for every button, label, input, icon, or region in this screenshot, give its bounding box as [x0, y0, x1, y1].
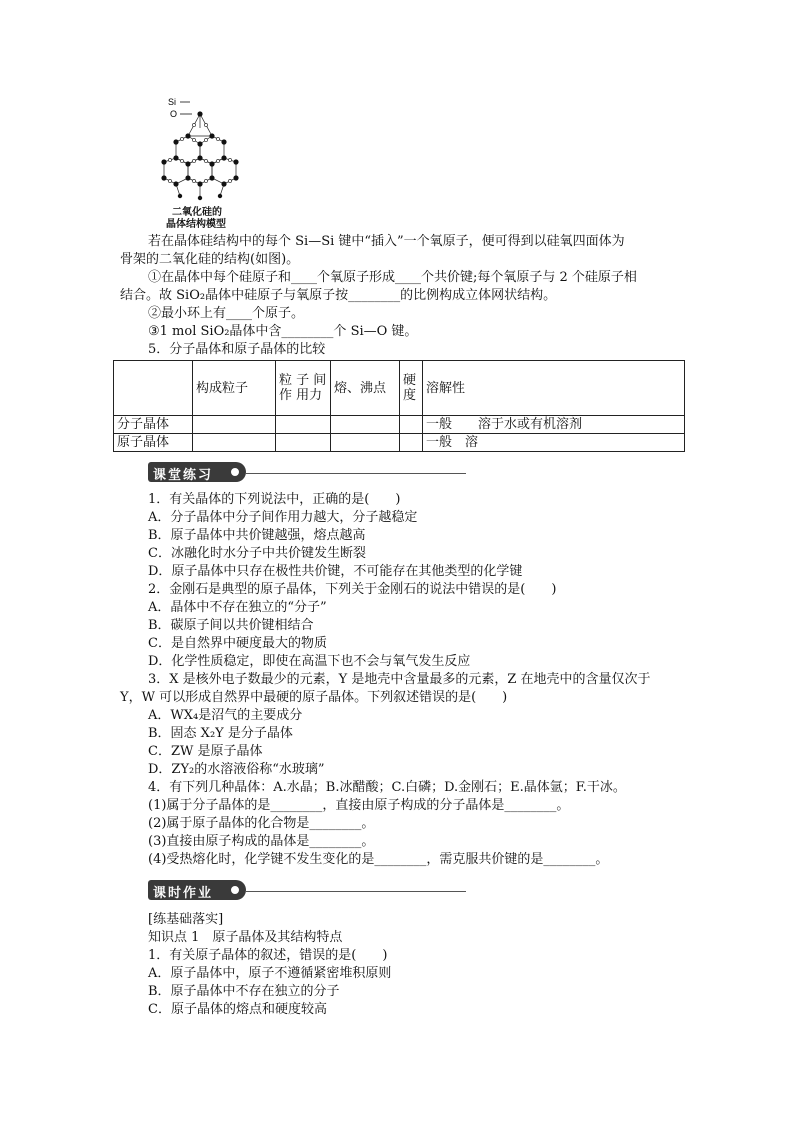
knowledge-point-heading: 知识点 1 原子晶体及其结构特点: [148, 930, 343, 945]
practice-q3-option-a: A．WX₄是沼气的主要成分: [148, 708, 303, 723]
label-o: O: [170, 109, 178, 119]
bullet-icon: [230, 467, 240, 477]
header-melting-boiling-point: 熔、沸点: [331, 361, 400, 416]
section-title: 课时作业: [153, 886, 214, 901]
label-si: Si: [168, 97, 177, 107]
homework-q1: 1．有关原子晶体的叙述，错误的是( ): [148, 948, 388, 963]
figure-caption-line2: 晶体结构模型: [166, 219, 226, 230]
row-atomic-solubility: 一般 溶: [423, 434, 685, 452]
practice-q4-part2: (2)属于原子晶体的化合物是________。: [148, 816, 375, 831]
table-header-row: [114, 361, 685, 416]
question-2: ②最小环上有____个原子。: [148, 306, 305, 321]
header-solubility: 溶解性: [423, 361, 685, 416]
practice-q1-option-a: A．分子晶体中分子间作用力越大，分子越稳定: [148, 510, 418, 525]
section-heading-classroom-practice: [148, 462, 468, 482]
question-1-line2: 结合。故 SiO₂晶体中硅原子与氧原子按________的比例构成立体网状结构。: [120, 288, 557, 303]
practice-q1-option-c: C．冰融化时水分子中共价键发生断裂: [148, 546, 366, 561]
header-hardness: 硬度: [400, 361, 423, 416]
comparison-table: [113, 360, 685, 452]
header-particles: 构成粒子: [193, 361, 276, 416]
homework-q1-option-c: C．原子晶体的熔点和硬度较高: [148, 1002, 327, 1017]
table-corner-cell: [114, 361, 193, 416]
row-atomic-crystal: 原子晶体: [114, 434, 193, 452]
practice-q2-option-c: C．是自然界中硬度最大的物质: [148, 636, 327, 651]
divider: [246, 473, 466, 474]
practice-q3-option-c: C．ZW 是原子晶体: [148, 744, 263, 759]
practice-q3-option-d: D．ZY₂的水溶液俗称“水玻璃”: [148, 762, 325, 777]
divider: [246, 891, 466, 892]
table-row: [114, 416, 685, 434]
question-1-line1: ①在晶体中每个硅原子和____个氧原子形成____个共价键;每个氧原子与 2 个硅原子相: [148, 270, 637, 285]
section-heading-homework: [148, 880, 468, 900]
practice-q4-part1: (1)属于分子晶体的是________，直接由原子构成的分子晶体是________。: [148, 798, 570, 813]
practice-q4-part4: (4)受热熔化时，化学键不发生变化的是________，需克服共价键的是________。: [148, 852, 609, 867]
question-3: ③1 mol SiO₂晶体中含________个 Si—O 键。: [148, 324, 418, 339]
bullet-icon: [230, 885, 240, 895]
homework-tag: [练基础落实]: [148, 912, 224, 927]
homework-q1-option-b: B．原子晶体中不存在独立的分子: [148, 984, 340, 999]
header-interparticle-force: 粒 子 间 作 用力: [276, 361, 331, 416]
figure-caption-line1: 二氧化硅的: [172, 207, 222, 218]
intro-paragraph-line2: 骨架的二氧化硅的结构(如图)。: [120, 252, 300, 267]
practice-q4: 4．有下列几种晶体：A.水晶；B.冰醋酸；C.白磷；D.金刚石；E.晶体氩；F.干冰。: [148, 780, 626, 795]
practice-q2: 2．金刚石是典型的原子晶体，下列关于金刚石的说法中错误的是( ): [148, 582, 557, 597]
crystal-lattice-diagram: [150, 96, 250, 206]
practice-q4-part3: (3)直接由原子构成的晶体是________。: [148, 834, 375, 849]
practice-q2-option-b: B．碳原子间以共价键相结合: [148, 618, 314, 633]
section-title: 课堂练习: [153, 468, 214, 483]
row-molecular-crystal: 分子晶体: [114, 416, 193, 434]
row-molecular-solubility: 一般 溶于水或有机溶剂: [423, 416, 685, 434]
practice-q2-option-a: A．晶体中不存在独立的“分子”: [148, 600, 327, 615]
table-row: [114, 434, 685, 452]
practice-q1: 1．有关晶体的下列说法中，正确的是( ): [148, 492, 401, 507]
practice-q1-option-b: B．原子晶体中共价键越强，熔点越高: [148, 528, 366, 543]
homework-q1-option-a: A．原子晶体中，原子不遵循紧密堆积原则: [148, 966, 392, 981]
practice-q1-option-d: D．原子晶体中只存在极性共价键，不可能存在其他类型的化学键: [148, 564, 523, 579]
practice-q2-option-d: D．化学性质稳定，即使在高温下也不会与氧气发生反应: [148, 654, 471, 669]
practice-q3-line1: 3．X 是核外电子数最少的元素，Y 是地壳中含量最多的元素，Z 在地壳中的含量仅次于: [148, 672, 651, 687]
section-5-heading: 5．分子晶体和原子晶体的比较: [148, 342, 326, 357]
intro-paragraph-line1: 若在晶体硅结构中的每个 Si—Si 键中“插入”一个氧原子，便可得到以硅氧四面体为: [148, 234, 625, 249]
practice-q3-line2: Y，W 可以形成自然界中最硬的原子晶体。下列叙述错误的是( ): [120, 690, 508, 705]
practice-q3-option-b: B．固态 X₂Y 是分子晶体: [148, 726, 293, 741]
